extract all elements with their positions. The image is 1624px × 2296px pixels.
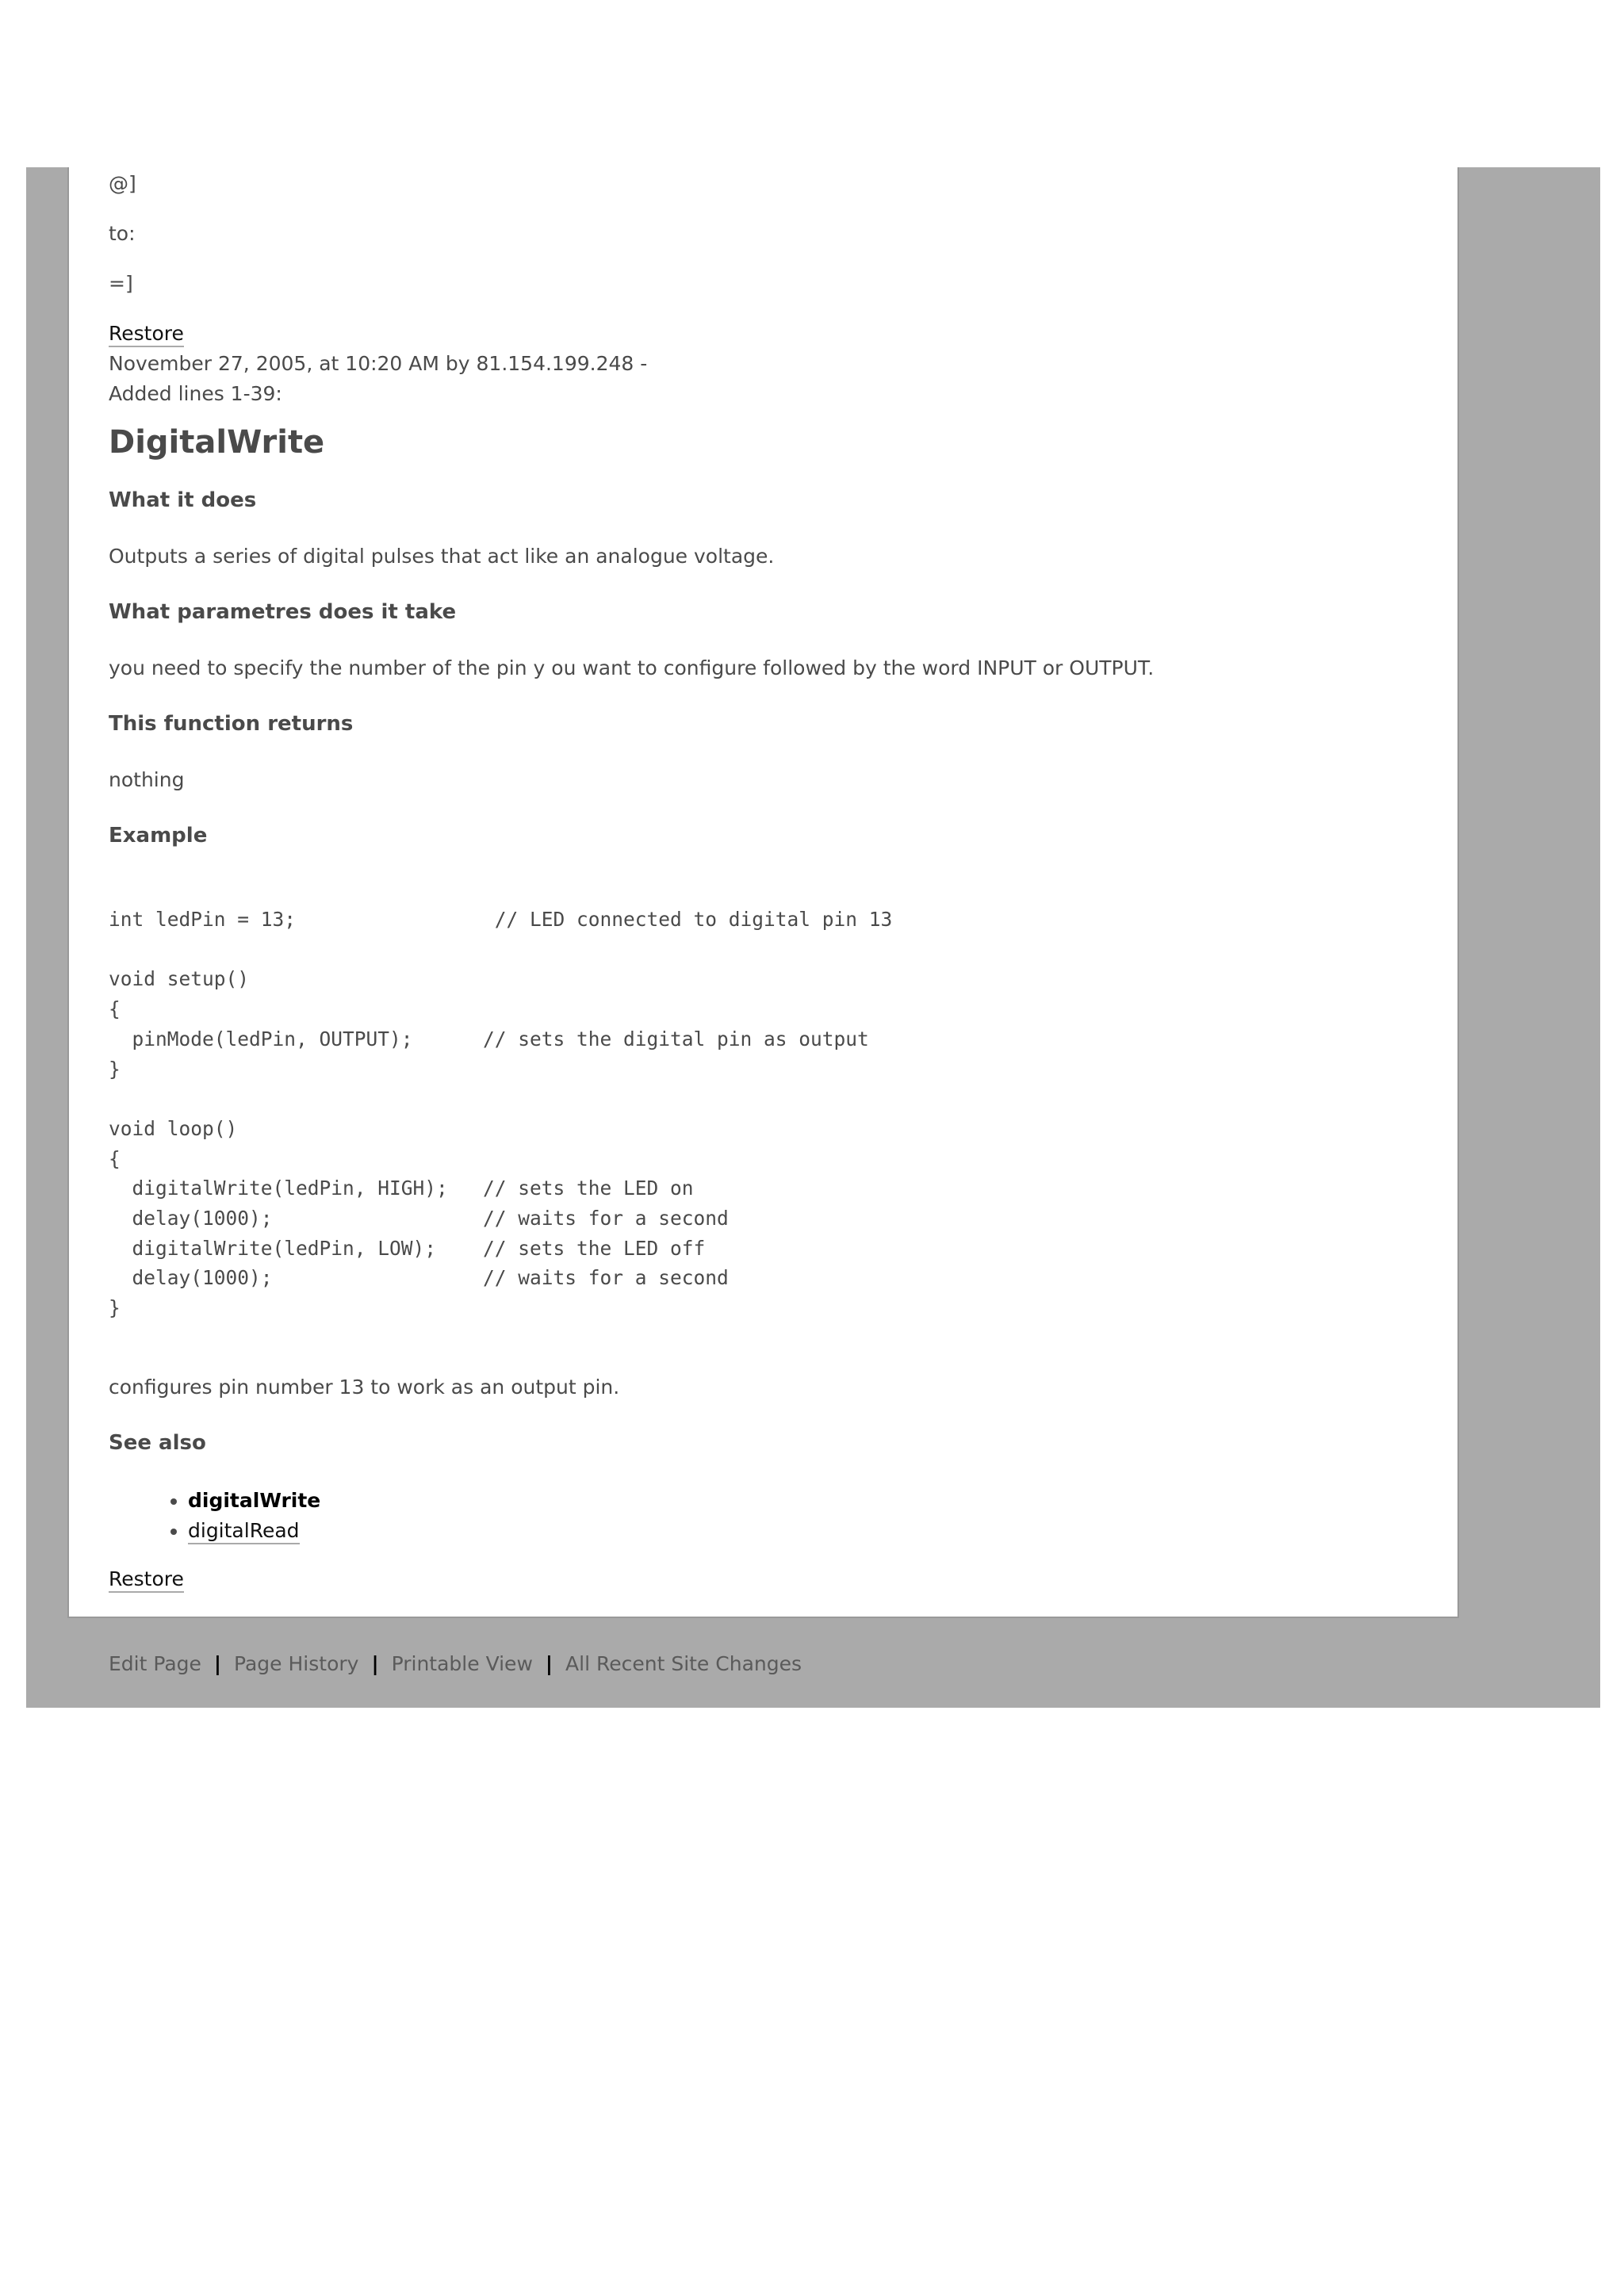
- see-also-heading: See also: [109, 1431, 206, 1455]
- printable-view-link[interactable]: Printable View: [391, 1652, 533, 1675]
- list-item: [188, 1486, 320, 1516]
- returns-text: nothing: [109, 768, 185, 791]
- returns-heading: This function returns: [109, 712, 354, 736]
- diff-line-2: to:: [109, 222, 136, 245]
- params-heading: What parametres does it take: [109, 600, 457, 624]
- footer-nav: [109, 1652, 802, 1676]
- what-text: Outputs a series of digital pulses that act like an analogue voltage.: [109, 545, 775, 568]
- revision-info: November 27, 2005, at 10:20 AM by 81.154.199.248 -: [109, 352, 648, 375]
- code-example: int ledPin = 13; // LED connected to digital pin 13 void setup() { pinMode(ledPin, OUTPUT); // sets the digital pin as output } void loop() { digitalWrite(ledPin, HIGH); // sets the LED on delay(1000); // waits for a second digitalWrite(ledPin, LOW); // sets the LED off delay(1000); // waits for a second }: [109, 908, 893, 1320]
- see-also-digitalwrite: digitalWrite: [188, 1489, 321, 1512]
- list-item: [188, 1516, 320, 1546]
- edit-page-link[interactable]: Edit Page: [109, 1652, 201, 1675]
- footer-separator: |: [371, 1652, 379, 1675]
- example-caption: configures pin number 13 to work as an output pin.: [109, 1376, 620, 1399]
- page-frame: [26, 167, 1600, 1708]
- restore-link-top[interactable]: Restore: [109, 322, 184, 347]
- diff-line-3: =]: [109, 272, 133, 295]
- what-heading: What it does: [109, 488, 257, 512]
- page-history-link[interactable]: Page History: [234, 1652, 359, 1675]
- footer-separator: |: [213, 1652, 222, 1675]
- example-heading: Example: [109, 824, 208, 848]
- see-also-list: [109, 1486, 320, 1546]
- diff-line-1: @]: [109, 172, 136, 195]
- content-panel: [67, 167, 1459, 1618]
- recent-changes-link[interactable]: All Recent Site Changes: [565, 1652, 802, 1675]
- restore-link-bottom[interactable]: Restore: [109, 1567, 184, 1593]
- params-text: you need to specify the number of the pin y ou want to configure followed by the word INPUT or OUTPUT.: [109, 656, 1155, 679]
- footer-separator: |: [545, 1652, 553, 1675]
- page-title: DigitalWrite: [109, 424, 325, 461]
- see-also-digitalread-link[interactable]: digitalRead: [188, 1519, 300, 1544]
- added-lines-label: Added lines 1-39:: [109, 382, 282, 405]
